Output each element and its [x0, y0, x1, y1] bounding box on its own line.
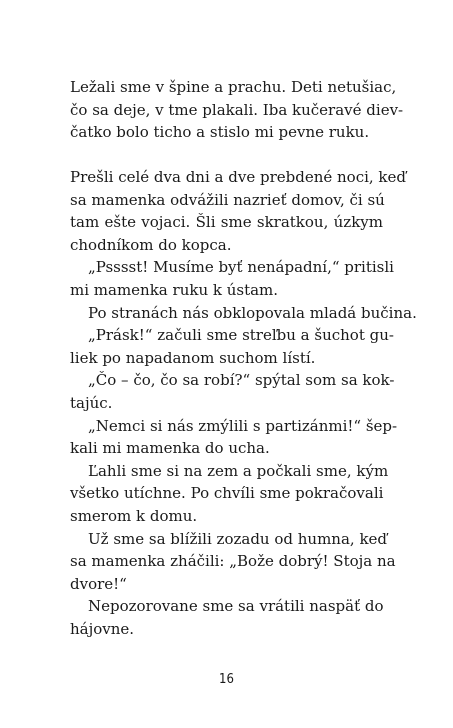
- paragraph-1: [70, 76, 404, 144]
- text-line: smerom k domu.: [70, 506, 198, 525]
- paragraph-8: [70, 460, 389, 528]
- text-line: tam ešte vojaci. Šli sme skratkou, úzkym: [70, 213, 383, 232]
- text-line: Prešli celé dva dni a dve prebdené noci, keď: [70, 168, 406, 186]
- paragraph-5: [70, 324, 394, 369]
- text-line: tajúc.: [70, 393, 113, 412]
- text-line: Už sme sa blížili zozadu od humna, keď: [88, 529, 388, 548]
- text-line: Ľahli sme si na zem a počkali sme, kým: [88, 461, 389, 480]
- paragraph-10: [70, 595, 383, 640]
- text-line: všetko utíchne. Po chvíli sme pokračovali: [70, 484, 384, 503]
- text-line: sa mamenka zháčili: „Bože dobrý! Stoja na: [70, 552, 396, 571]
- paragraph-2: [70, 166, 406, 256]
- text-line: hájovne.: [70, 619, 135, 638]
- paragraph-7: [70, 415, 398, 460]
- paragraph-4: [70, 302, 417, 325]
- text-line: mi mamenka ruku k ústam.: [70, 280, 279, 299]
- text-line: sa mamenka odvážili nazrieť domov, či sú: [70, 190, 385, 209]
- text-line: dvore!“: [70, 574, 127, 593]
- page-number: 16: [219, 672, 234, 687]
- text-line: Po stranách nás obklopovala mladá bučina.: [88, 303, 417, 322]
- text-line: „Čo – čo, čo sa robí?“ spýtal som sa kok-: [88, 371, 395, 390]
- paragraph-9: [70, 528, 396, 596]
- text-line: Ležali sme v špine a prachu. Deti netušiac,: [70, 78, 397, 96]
- text-line: „Psssst! Musíme byť nenápadní,“ pritisli: [88, 258, 394, 277]
- paragraph-3: [70, 256, 394, 301]
- paragraph-6: [70, 369, 395, 414]
- text-line: chodníkom do kopca.: [70, 235, 232, 254]
- text-line: „Nemci si nás zmýlili s partizánmi!“ šep-: [88, 416, 398, 435]
- text-line: čo sa deje, v tme plakali. Iba kučeravé diev-: [70, 100, 404, 119]
- text-line: „Prásk!“ začuli sme streľbu a šuchot gu-: [88, 326, 394, 345]
- text-line: liek po napadanom suchom lístí.: [70, 348, 316, 367]
- text-line: čatko bolo ticho a stislo mi pevne ruku.: [70, 123, 370, 142]
- text-line: Nepozorovane sme sa vrátili naspäť do: [88, 597, 384, 616]
- text-line: kali mi mamenka do ucha.: [70, 439, 270, 458]
